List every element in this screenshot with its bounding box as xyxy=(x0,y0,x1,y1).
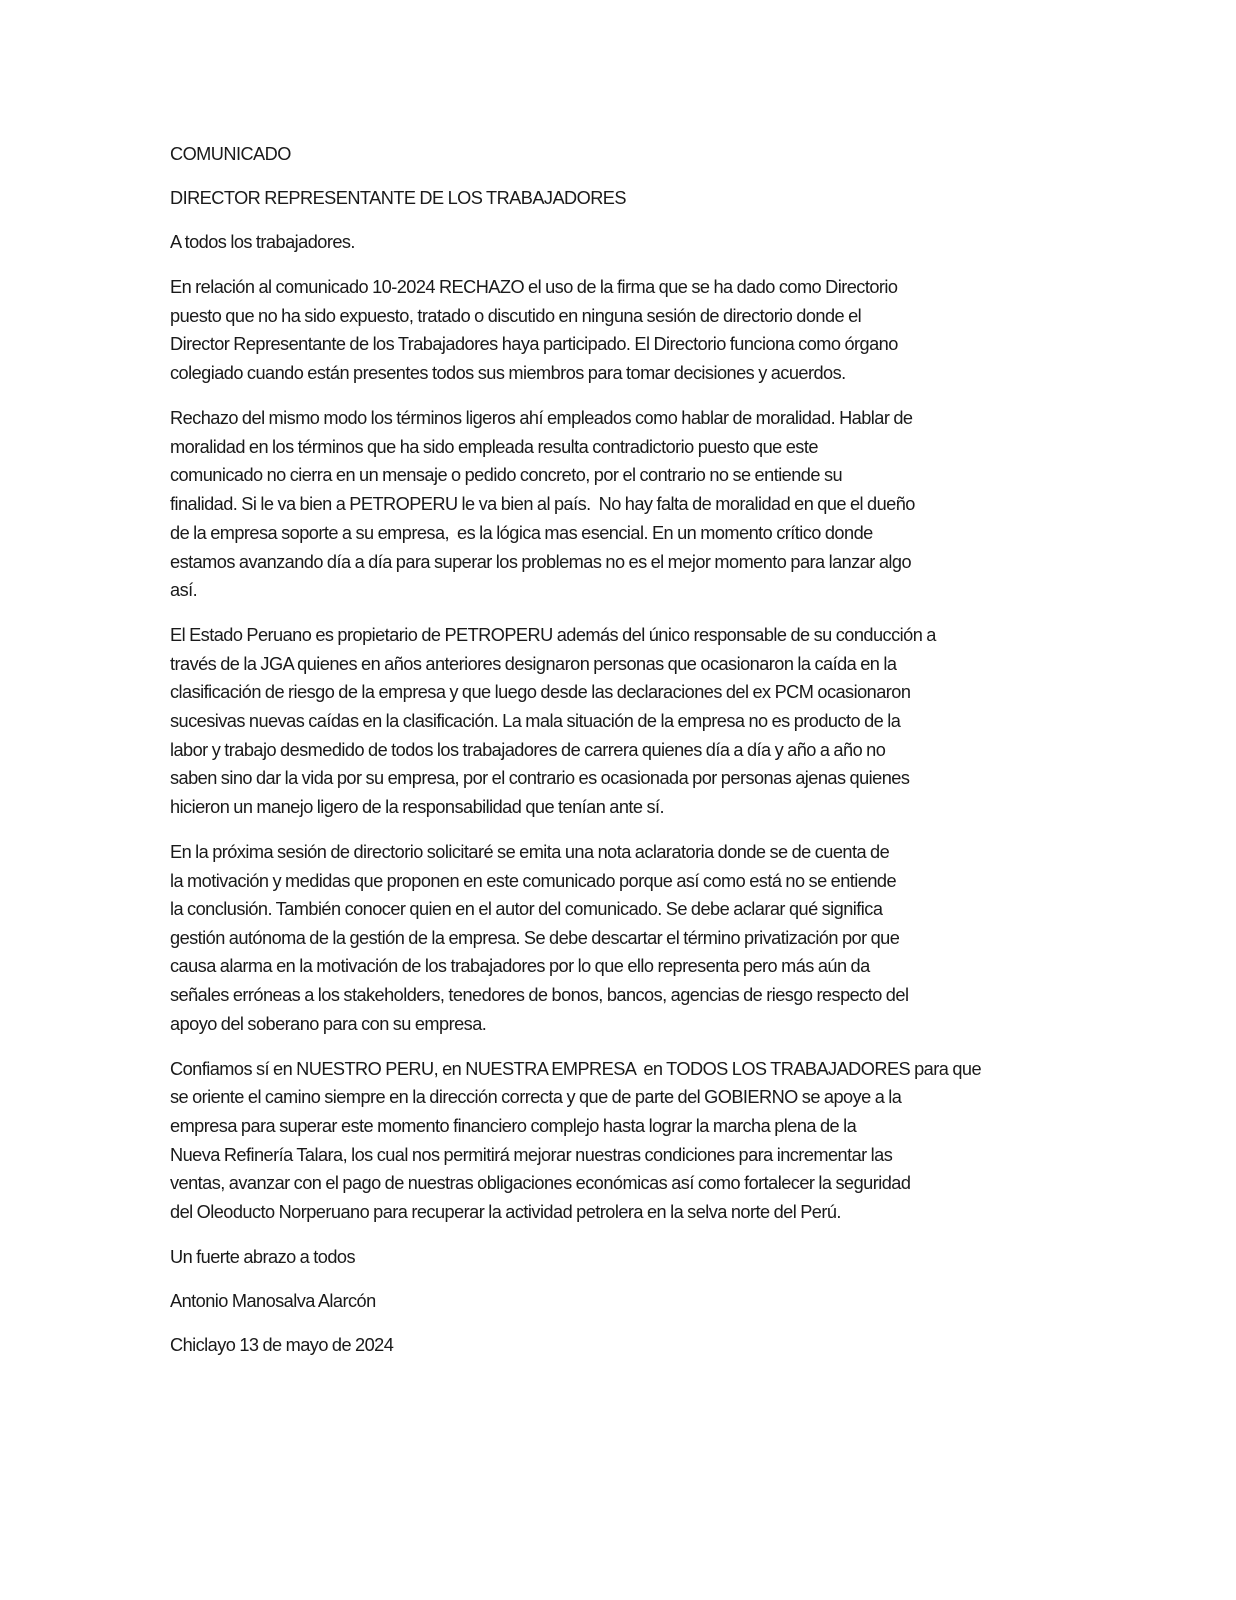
paragraph-line: Rechazo del mismo modo los términos ligeros ahí empleados como hablar de moralidad. Hablar de xyxy=(170,408,913,428)
paragraph-line: se oriente el camino siempre en la dirección correcta y que de parte del GOBIERNO se apoye a la xyxy=(170,1087,902,1107)
paragraph-line: El Estado Peruano es propietario de PETROPERU además del único responsable de su conducción a xyxy=(170,625,936,645)
document-subtitle: DIRECTOR REPRESENTANTE DE LOS TRABAJADORES xyxy=(170,188,626,208)
salutation: A todos los trabajadores. xyxy=(170,232,355,252)
signature-name: Antonio Manosalva Alarcón xyxy=(170,1291,376,1311)
paragraph-line: del Oleoducto Norperuano para recuperar la actividad petrolera en la selva norte del Perú. xyxy=(170,1202,841,1222)
paragraph-line: así. xyxy=(170,580,198,600)
paragraph-line: estamos avanzando día a día para superar los problemas no es el mejor momento para lanzar algo xyxy=(170,552,912,572)
paragraph-line: la conclusión. También conocer quien en el autor del comunicado. Se debe aclarar qué significa xyxy=(170,899,883,919)
paragraph-line: saben sino dar la vida por su empresa, por el contrario es ocasionada por personas ajenas quienes xyxy=(170,768,910,788)
paragraph-line: causa alarma en la motivación de los trabajadores por lo que ello representa pero más aún da xyxy=(170,956,870,976)
paragraph-line: de la empresa soporte a su empresa, es la lógica mas esencial. En un momento crítico donde xyxy=(170,523,873,543)
paragraph-line: gestión autónoma de la gestión de la empresa. Se debe descartar el término privatización por que xyxy=(170,928,900,948)
paragraph-line: sucesivas nuevas caídas en la clasificación. La mala situación de la empresa no es producto de la xyxy=(170,711,901,731)
paragraph-line: En relación al comunicado 10-2024 RECHAZO el uso de la firma que se ha dado como Directorio xyxy=(170,277,898,297)
paragraph-line: En la próxima sesión de directorio solicitaré se emita una nota aclaratoria donde se de cuenta de xyxy=(170,842,890,862)
paragraph-line: labor y trabajo desmedido de todos los trabajadores de carrera quienes día a día y año a año no xyxy=(170,740,886,760)
paragraph-line: moralidad en los términos que ha sido empleada resulta contradictorio puesto que este xyxy=(170,437,818,457)
paragraph-line: la motivación y medidas que proponen en este comunicado porque así como está no se entiende xyxy=(170,871,897,891)
paragraph-line: Director Representante de los Trabajadores haya participado. El Directorio funciona como órgano xyxy=(170,334,898,354)
closing-line: Un fuerte abrazo a todos xyxy=(170,1247,355,1267)
paragraph-line: señales erróneas a los stakeholders, tenedores de bonos, bancos, agencias de riesgo respecto del xyxy=(170,985,909,1005)
paragraph-line: finalidad. Si le va bien a PETROPERU le va bien al país. No hay falta de moralidad en que el dueño xyxy=(170,494,915,514)
paragraph-line: ventas, avanzar con el pago de nuestras obligaciones económicas así como fortalecer la seguridad xyxy=(170,1173,911,1193)
paragraph-line: empresa para superar este momento financiero complejo hasta lograr la marcha plena de la xyxy=(170,1116,857,1136)
place-date: Chiclayo 13 de mayo de 2024 xyxy=(170,1335,394,1355)
paragraph-line: puesto que no ha sido expuesto, tratado o discutido en ninguna sesión de directorio donde el xyxy=(170,306,862,326)
paragraph-line: hicieron un manejo ligero de la responsabilidad que tenían ante sí. xyxy=(170,797,665,817)
paragraph-line: apoyo del soberano para con su empresa. xyxy=(170,1014,487,1034)
document-title: COMUNICADO xyxy=(170,144,291,164)
paragraph-line: colegiado cuando están presentes todos sus miembros para tomar decisiones y acuerdos. xyxy=(170,363,846,383)
paragraph-line: comunicado no cierra en un mensaje o pedido concreto, por el contrario no se entiende su xyxy=(170,465,843,485)
paragraph-line: Nueva Refinería Talara, los cual nos permitirá mejorar nuestras condiciones para incrementar las xyxy=(170,1145,893,1165)
paragraph-line: través de la JGA quienes en años anteriores designaron personas que ocasionaron la caída en la xyxy=(170,654,897,674)
paragraph-line: Confiamos sí en NUESTRO PERU, en NUESTRA EMPRESA en TODOS LOS TRABAJADORES para que xyxy=(170,1059,982,1079)
paragraph-line: clasificación de riesgo de la empresa y que luego desde las declaraciones del ex PCM ocasionaron xyxy=(170,682,911,702)
